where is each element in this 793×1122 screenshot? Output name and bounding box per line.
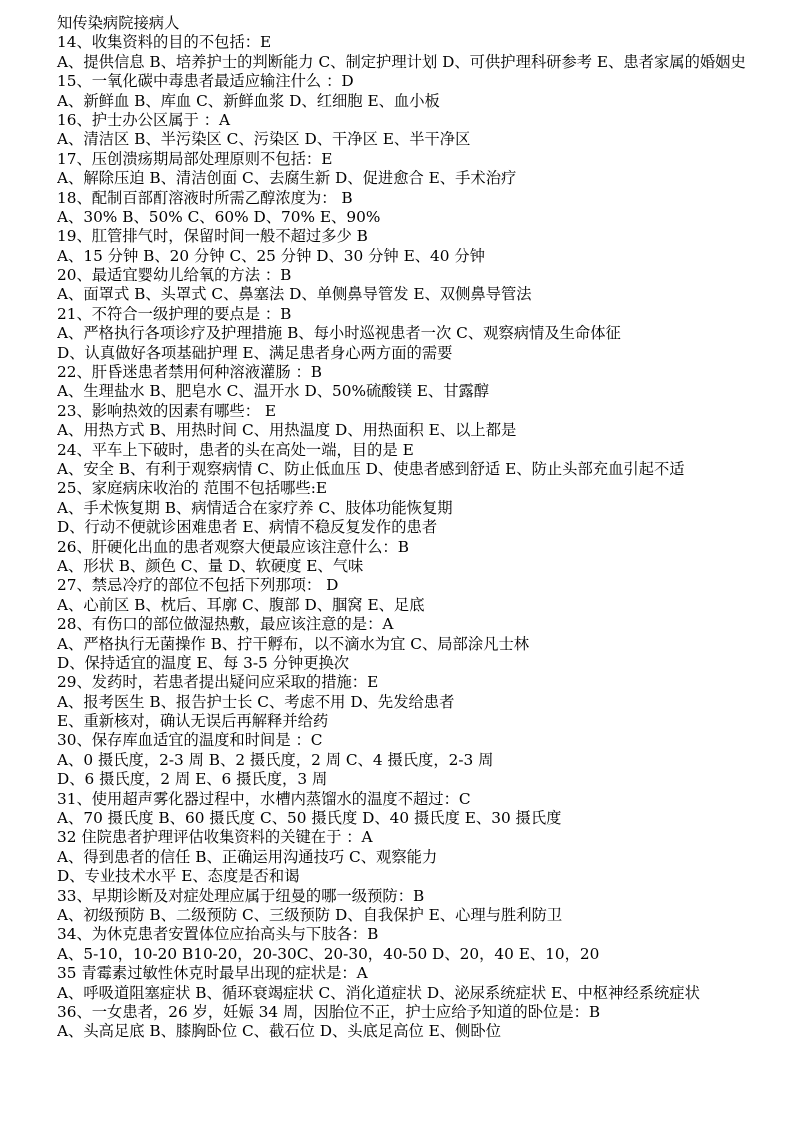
question-15: 15、一氧化碳中毒患者最适应输注什么 ：D xyxy=(57,72,354,91)
options-19: A、15 分钟 B、20 分钟 C、25 分钟 D、30 分钟 E、40 分钟 xyxy=(57,246,485,265)
options-18: A、30% B、50% C、60% D、70% E、90% xyxy=(57,207,381,226)
question-20: 20、最适宜婴幼儿给氧的方法 ：B xyxy=(57,266,292,285)
question-31: 31、使用超声雾化器过程中，水槽内蒸馏水的温度不超过：C xyxy=(57,789,471,808)
heading-line: 知传染病院接病人 xyxy=(57,14,180,32)
options-25-a: A、手术恢复期 B、病情适合在家疗养 C、肢体功能恢复期 xyxy=(57,498,453,517)
question-25: 25、家庭病床收治的 范围不包括哪些:E xyxy=(57,479,328,498)
question-34: 34、为休克患者安置体位应抬高头与下肢各：B xyxy=(57,925,379,944)
question-32: 32 住院患者护理评估收集资料的关键在于 ：A xyxy=(57,828,373,847)
options-23: A、用热方式 B、用热时间 C、用热温度 D、用热面积 E、以上都是 xyxy=(57,421,517,440)
options-14: A、提供信息 B、培养护士的判断能力 C、制定护理计划 D、可供护理科研参考 E、患者家属的婚姻史 xyxy=(57,52,746,71)
options-22: A、生理盐水 B、肥皂水 C、温开水 D、50%硫酸镁 E、甘露醇 xyxy=(57,382,490,401)
document-page xyxy=(57,14,767,1042)
options-28-b: D、保持适宜的温度 E、每 3-5 分钟更换次 xyxy=(57,653,350,672)
question-14: 14、收集资料的目的不包括：E xyxy=(57,33,272,52)
options-36: A、头高足底 B、膝胸卧位 C、截石位 D、头底足高位 E、侧卧位 xyxy=(57,1022,501,1041)
question-24: 24、平车上下破时，患者的头在高处一端，目的是 E xyxy=(57,440,414,459)
options-34: A、5-10，10-20 B10-20，20-30C、20-30，40-50 D、20，40 E、10，20 xyxy=(57,944,600,963)
options-32-a: A、得到患者的信任 B、正确运用沟通技巧 C、观察能力 xyxy=(57,847,438,866)
question-23: 23、影响热效的因素有哪些： E xyxy=(57,401,277,420)
question-28: 28、有伤口的部位做湿热敷，最应该注意的是：A xyxy=(57,615,394,634)
options-33: A、初级预防 B、二级预防 C、三级预防 D、自我保护 E、心理与胜利防卫 xyxy=(57,906,563,924)
question-21: 21、不符合一级护理的要点是 ：B xyxy=(57,304,292,323)
options-35: A、呼吸道阻塞症状 B、循环衰竭症状 C、消化道症状 D、泌尿系统症状 E、中枢神经系统症状 xyxy=(57,983,700,1002)
options-17: A、解除压迫 B、清洁创面 C、去腐生新 D、促进愈合 E、手术治疗 xyxy=(57,169,517,188)
options-28-a: A、严格执行无菌操作 B、拧干孵布，以不滴水为宜 C、局部涂凡士林 xyxy=(57,634,530,653)
options-25-b: D、行动不便就诊困难患者 E、病情不稳反复发作的患者 xyxy=(57,518,438,537)
question-19: 19、肛管排气时，保留时间一般不超过多少 B xyxy=(57,227,368,246)
options-32-b: D、专业技术水平 E、态度是否和谒 xyxy=(57,867,300,886)
options-31: A、70 摄氏度 B、60 摄氏度 C、50 摄氏度 D、40 摄氏度 E、30 摄氏度 xyxy=(57,809,562,828)
question-27: 27、禁忌冷疗的部位不包括下列那项： D xyxy=(57,576,339,595)
options-29-a: A、报考医生 B、报告护士长 C、考虑不用 D、先发给患者 xyxy=(57,692,455,711)
question-36: 36、一女患者，26 岁，妊娠 34 周，因胎位不正，护士应给予知道的卧位是：B xyxy=(57,1002,601,1021)
question-18: 18、配制百部酊溶液时所需乙醇浓度为： B xyxy=(57,188,353,207)
options-26: A、形状 B、颜色 C、量 D、软硬度 E、气味 xyxy=(57,556,364,575)
options-16: A、清洁区 B、半污染区 C、污染区 D、干净区 E、半干净区 xyxy=(57,130,471,149)
question-16: 16、护士办公区属于 ：A xyxy=(57,110,231,129)
question-26: 26、肝硬化出血的患者观察大便最应该注意什么：B xyxy=(57,537,409,556)
options-15: A、新鲜血 B、库血 C、新鲜血浆 D、红细胞 E、血小板 xyxy=(57,91,440,110)
options-21-b: D、认真做好各项基础护理 E、满足患者身心两方面的需要 xyxy=(57,343,453,362)
options-29-b: E、重新核对，确认无误后再解释并给药 xyxy=(57,712,329,731)
question-29: 29、发药时，若患者提出疑问应采取的措施：E xyxy=(57,673,379,692)
options-30-a: A、0 摄氏度，2-3 周 B、2 摄氏度，2 周 C、4 摄氏度，2-3 周 xyxy=(57,750,494,769)
options-30-b: D、6 摄氏度，2 周 E、6 摄氏度，3 周 xyxy=(57,770,328,789)
options-20: A、面罩式 B、头罩式 C、鼻塞法 D、单侧鼻导管发 E、双侧鼻导管法 xyxy=(57,285,532,304)
question-22: 22、肝昏迷患者禁用何种溶液灌肠 ：B xyxy=(57,363,323,382)
question-33: 33、早期诊断及对症处理应属于纽曼的哪一级预防：B xyxy=(57,886,425,905)
question-30: 30、保存库血适宜的温度和时间是 ：C xyxy=(57,731,323,750)
options-27: A、心前区 B、枕后、耳廓 C、腹部 D、腘窝 E、足底 xyxy=(57,595,425,614)
options-24: A、安全 B、有利于观察病情 C、防止低血压 D、使患者感到舒适 E、防止头部充血引起不适 xyxy=(57,460,685,478)
question-35: 35 青霉素过敏性休克时最早出现的症状是：A xyxy=(57,964,368,983)
question-17: 17、压创溃疡期局部处理原则不包括：E xyxy=(57,149,333,168)
options-21-a: A、严格执行各项诊疗及护理措施 B、每小时巡视患者一次 C、观察病情及生命体征 xyxy=(57,324,621,343)
